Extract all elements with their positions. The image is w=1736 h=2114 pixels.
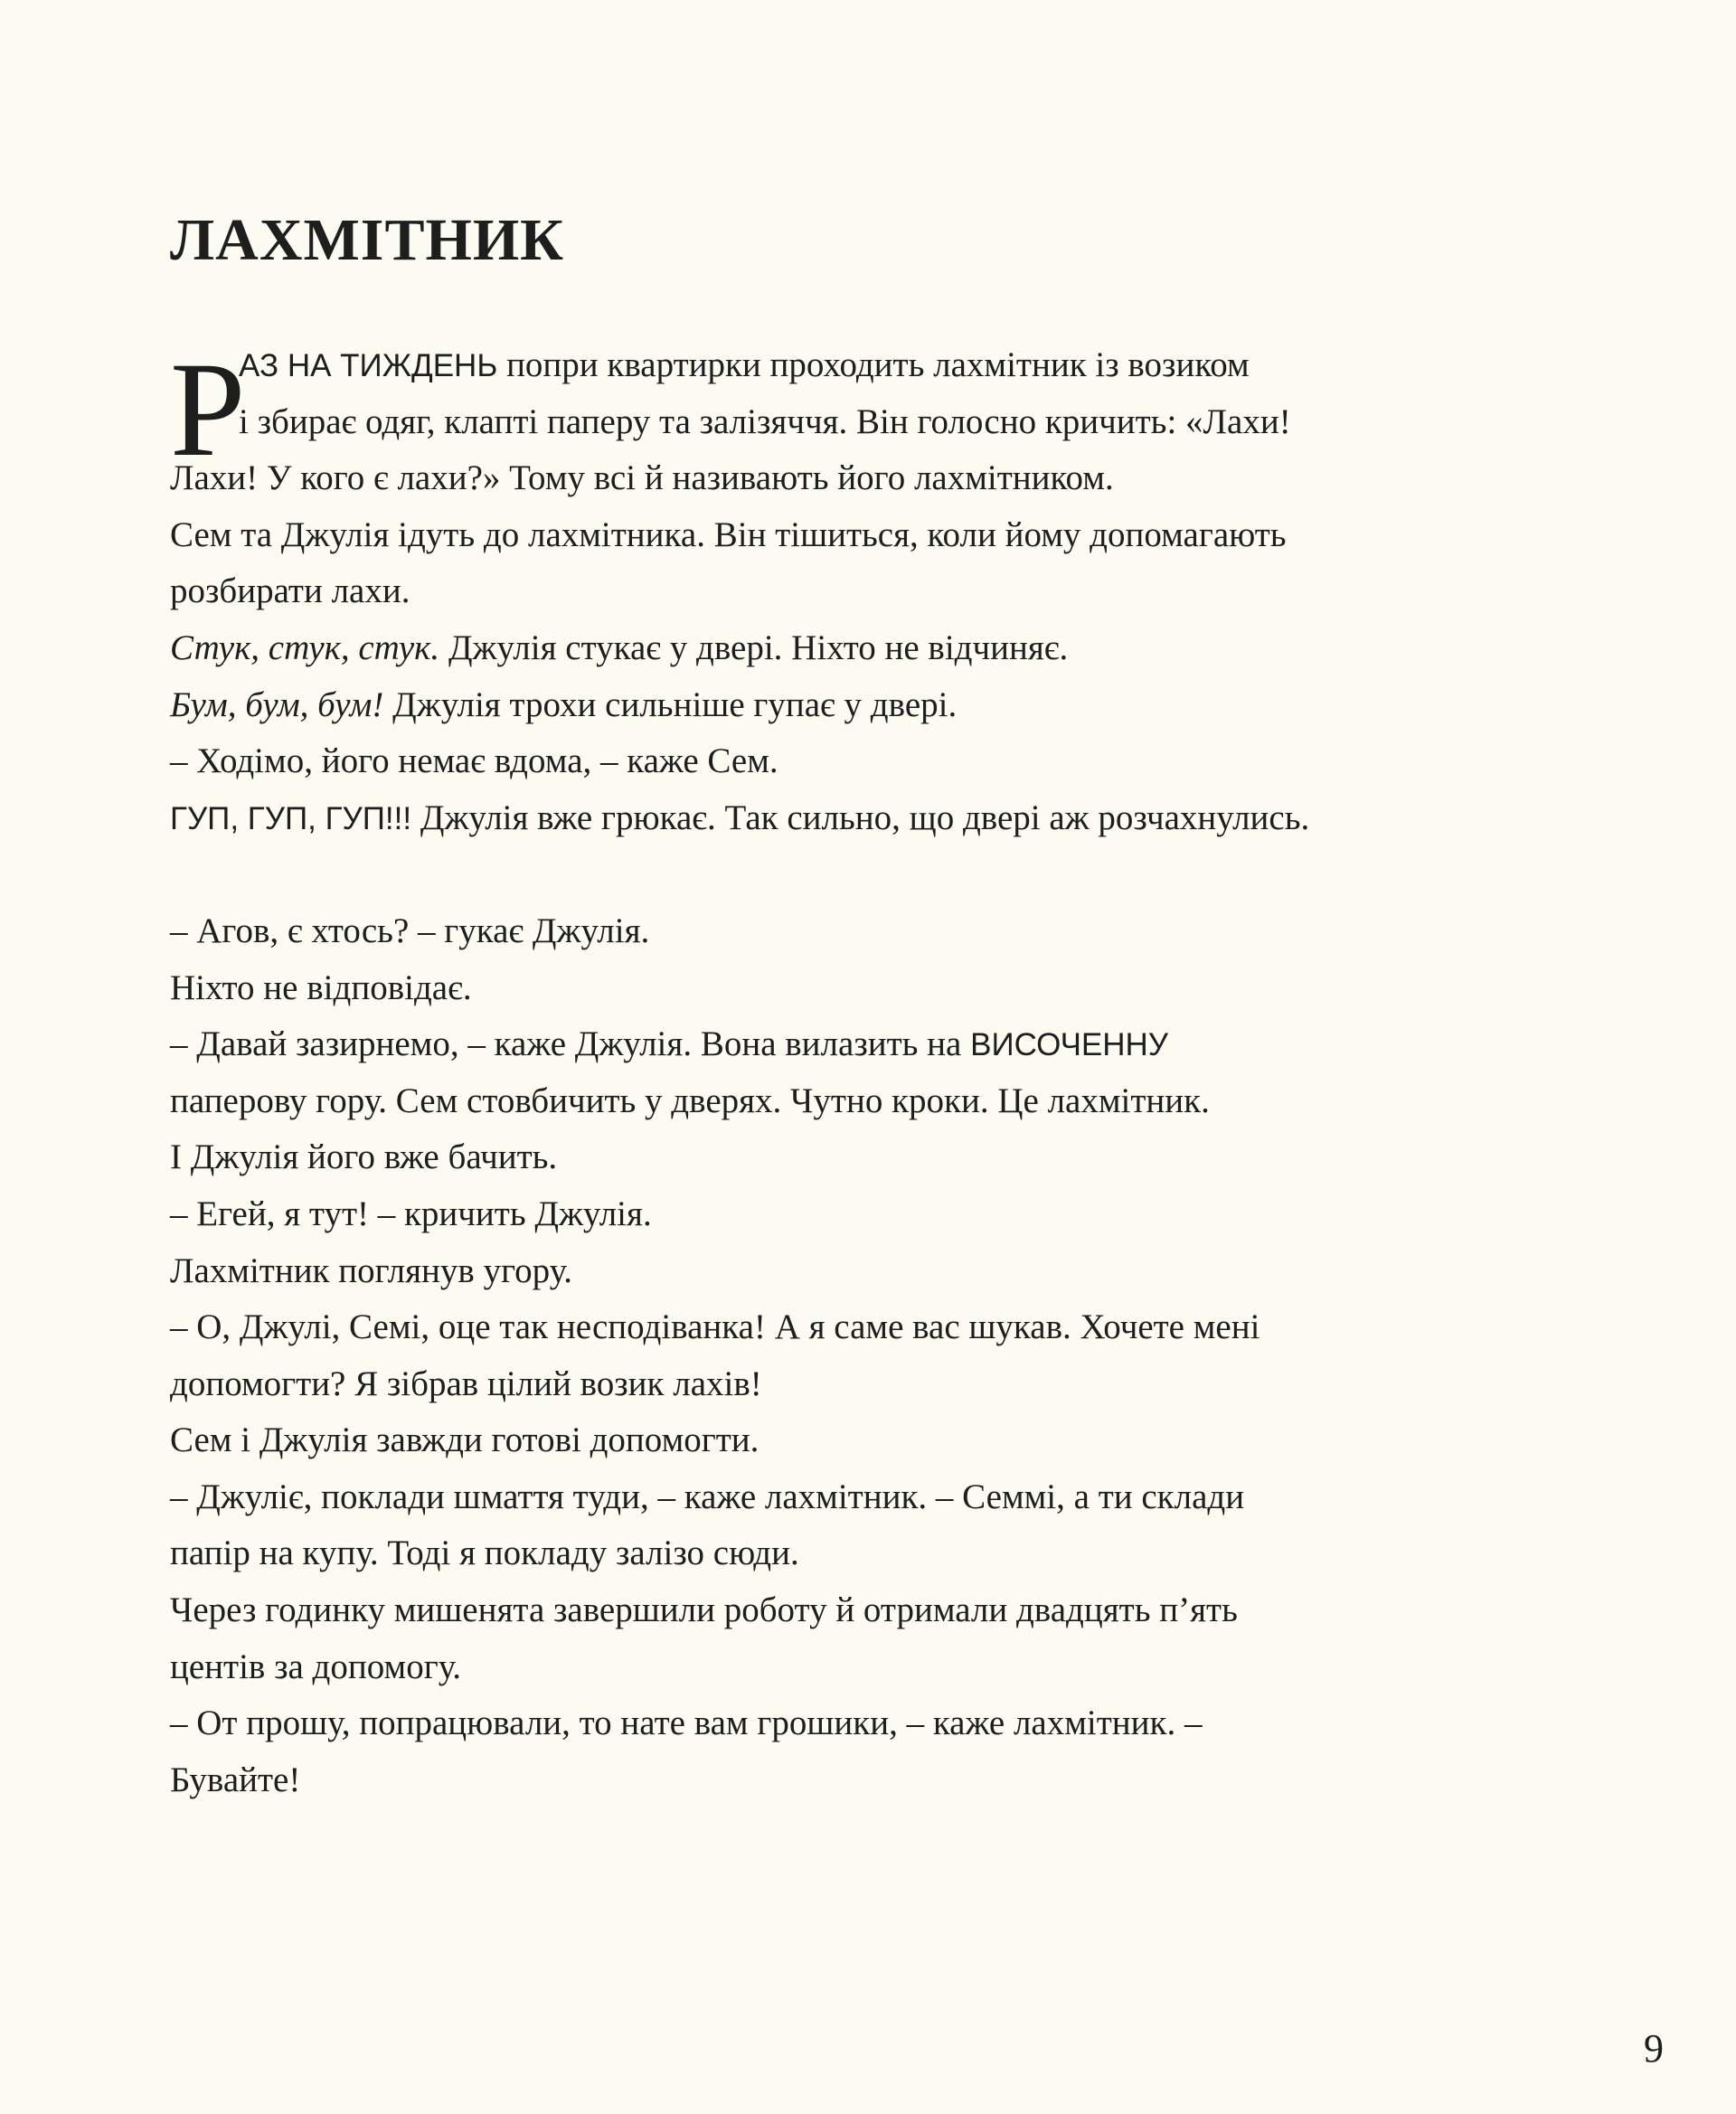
emphasis-caps: ГУП, ГУП, ГУП!!! <box>170 800 412 836</box>
text-run: – Ходімо, його немає вдома, – каже Сем. <box>170 741 778 781</box>
text-line <box>170 1752 1309 1809</box>
text-line <box>170 1469 1309 1526</box>
text-line <box>170 1356 1309 1413</box>
text-line <box>170 1582 1309 1639</box>
page-number: 9 <box>1644 2026 1664 2071</box>
text-line <box>170 1073 1309 1130</box>
emphasis-italic: Бум, бум, бум! <box>170 684 384 724</box>
text-line <box>170 733 1309 790</box>
text-line <box>170 677 1309 734</box>
text-run: – Агов, є хтось? – гукає Джулія. <box>170 911 650 950</box>
text-run: Джулія трохи сильніше гупає у двері. <box>383 684 958 724</box>
text-line <box>170 1129 1309 1186</box>
text-line <box>170 1186 1309 1243</box>
text-run: Лахмітник поглянув угору. <box>170 1250 572 1290</box>
text-line <box>170 1412 1309 1469</box>
emphasis-caps: АЗ НА ТИЖДЕНЬ <box>239 348 498 383</box>
text-line <box>170 394 1309 451</box>
text-line <box>170 450 1309 507</box>
text-run: розбирати лахи. <box>170 571 410 611</box>
text-run: – Давай зазирнемо, – каже Джулія. Вона вилазить на <box>170 1024 971 1064</box>
text-run: Джулія стукає у двері. Ніхто не відчиняє. <box>439 628 1069 667</box>
text-run: – О, Джулі, Семі, оце так несподіванка! А я саме вас шукав. Хочете мені <box>170 1307 1260 1347</box>
text-run: – От прошу, попрацювали, то нате вам грошики, – каже лахмітник. – <box>170 1703 1203 1743</box>
text-run: – Егей, я тут! – кричить Джулія. <box>170 1194 652 1233</box>
text-run: І Джулія його вже бачить. <box>170 1137 558 1177</box>
text-run: Ніхто не відповідає. <box>170 967 472 1007</box>
text-run: Сем і Джулія завжди готові допомогти. <box>170 1420 760 1460</box>
text-line <box>170 790 1309 847</box>
text-run: попри квартирки проходить лахмітник із возиком <box>497 345 1250 384</box>
text-run: Лахи! У кого є лахи?» Тому всі й називають його лахмітником. <box>170 458 1114 498</box>
text-line <box>170 620 1309 677</box>
text-line <box>170 1525 1309 1582</box>
text-line <box>170 1243 1309 1300</box>
text-line <box>170 1299 1309 1356</box>
text-line <box>170 337 1309 394</box>
text-run: папір на купу. Тоді я покладу залізо сюди. <box>170 1534 799 1573</box>
text-run: Джулія вже грюкає. Так сильно, що двері аж розчахнулись. <box>411 797 1310 837</box>
text-line <box>170 563 1309 620</box>
text-run: – Джуліє, поклади шмаття туди, – каже лахмітник. – Семмі, а ти склади <box>170 1477 1245 1516</box>
text-run: Сем та Джулія ідуть до лахмітника. Він тішиться, коли йому допомагають <box>170 514 1287 554</box>
text-run: допомогти? Я зібрав цілий возик лахів! <box>170 1364 762 1403</box>
text-line <box>170 1639 1309 1696</box>
text-run: центів за допомогу. <box>170 1647 462 1686</box>
text-line <box>170 960 1309 1017</box>
text-run: і збирає одяг, клапті паперу та залізяччя. Він голосно кричить: «Лахи! <box>239 401 1291 441</box>
drop-cap: Р <box>170 335 246 485</box>
text-run: Через годинку мишенята завершили роботу й отримали двадцять п’ять <box>170 1590 1238 1630</box>
text-line <box>170 1695 1309 1752</box>
text-line <box>170 1016 1309 1073</box>
text-run: паперову гору. Сем стовбичить у дверях. Чутно кроки. Це лахмітник. <box>170 1081 1210 1120</box>
text-line <box>170 507 1309 564</box>
text-run: Бувайте! <box>170 1760 301 1799</box>
chapter-title: ЛАХМІТНИК <box>170 207 565 273</box>
blank-line <box>170 846 1309 903</box>
text-line <box>170 903 1309 960</box>
emphasis-caps: ВИСОЧЕННУ <box>970 1027 1169 1063</box>
emphasis-italic: Стук, стук, стук. <box>170 628 440 667</box>
story-text <box>170 337 1309 1808</box>
